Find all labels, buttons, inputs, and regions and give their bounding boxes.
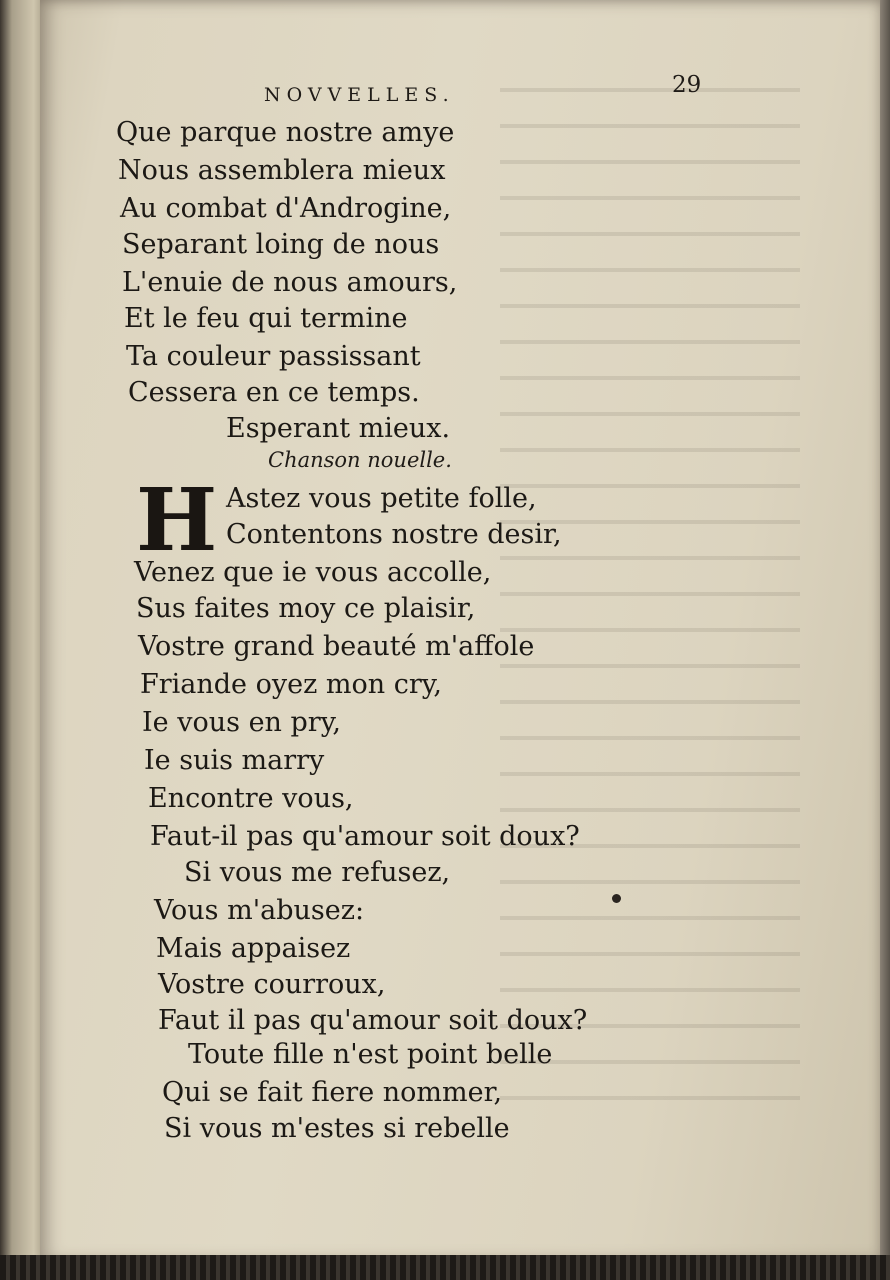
- song-line: Contentons nostre desir,: [226, 519, 562, 550]
- poem-line: Que parque nostre amye: [116, 117, 455, 148]
- song-line: Si vous me refusez,: [184, 857, 451, 888]
- song-line: Si vous m'estes si rebelle: [164, 1113, 510, 1144]
- ink-blot: [612, 894, 621, 903]
- song-line: Venez que ie vous accolle,: [134, 557, 492, 588]
- poem-line: Cessera en ce temps.: [128, 377, 420, 408]
- song-line: Faut-il pas qu'amour soit doux?: [150, 821, 580, 852]
- song-line: Friande oyez mon cry,: [140, 669, 443, 700]
- song-line: Toute fille n'est point belle: [188, 1039, 553, 1070]
- song-line: Astez vous petite folle,: [226, 483, 537, 514]
- song-line: Qui se fait fiere nommer,: [162, 1077, 503, 1108]
- song-line: Faut il pas qu'amour soit doux?: [158, 1005, 588, 1036]
- poem-line: Separant loing de nous: [122, 229, 440, 260]
- poem-line: L'enuie de nous amours,: [122, 267, 458, 298]
- poem-line: Nous assemblera mieux: [118, 155, 446, 186]
- poem-line: Esperant mieux.: [226, 413, 451, 444]
- song-line: Vostre grand beauté m'affole: [138, 631, 535, 662]
- song-line: Ie suis marry: [144, 745, 325, 776]
- poem-line: Et le feu qui termine: [124, 303, 408, 334]
- song-line: Encontre vous,: [148, 783, 354, 814]
- song-line: Vostre courroux,: [158, 969, 386, 1000]
- song-title: Chanson nouelle.: [268, 448, 452, 472]
- song-line: Ie vous en pry,: [142, 707, 341, 738]
- song-line: Sus faites moy ce plaisir,: [136, 593, 476, 624]
- song-line: Vous m'abusez:: [154, 895, 365, 926]
- page-number: 29: [672, 72, 702, 98]
- poem-line: Au combat d'Androgine,: [120, 193, 452, 224]
- drop-cap: H: [136, 470, 218, 571]
- poem-line: Ta couleur passissant: [126, 341, 421, 372]
- running-title: NOVVELLES.: [264, 84, 455, 106]
- song-line: Mais appaisez: [156, 933, 351, 964]
